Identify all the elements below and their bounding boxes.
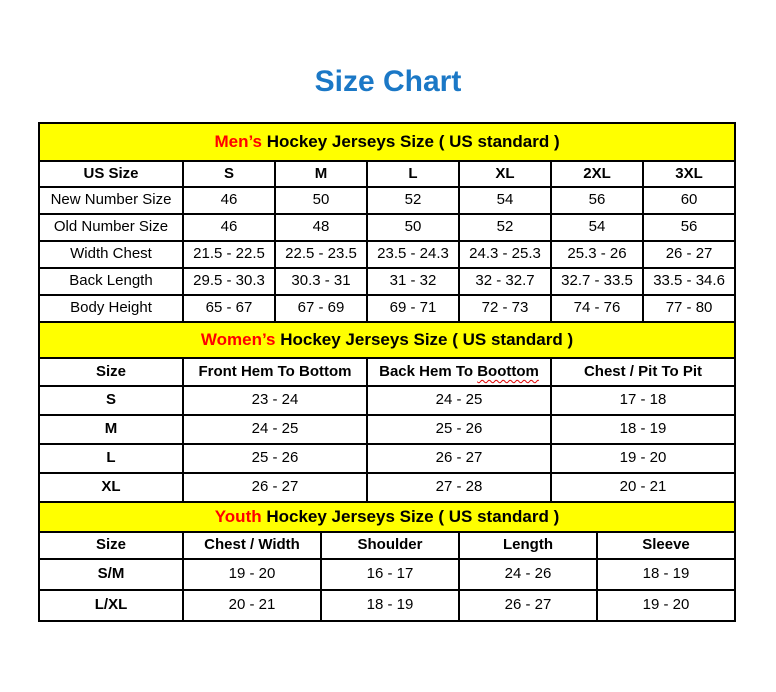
column-header-cell: Size	[39, 532, 183, 559]
value-cell: 24 - 25	[183, 415, 367, 444]
value-cell: 69 - 71	[367, 295, 459, 322]
value-cell: 50	[367, 214, 459, 241]
mens-band-highlight: Men’s	[214, 131, 262, 151]
value-cell: 33.5 - 34.6	[643, 268, 735, 295]
row-label-cell: M	[39, 415, 183, 444]
value-cell: 17 - 18	[551, 386, 735, 415]
row-label-cell: XL	[39, 473, 183, 502]
table-row	[39, 187, 735, 214]
column-header-cell: Front Hem To Bottom	[183, 358, 367, 386]
column-header-cell: Chest / Pit To Pit	[551, 358, 735, 386]
column-header-cell: Size	[39, 358, 183, 386]
table-row	[39, 386, 735, 415]
table-row	[39, 444, 735, 473]
table-row	[39, 214, 735, 241]
table-row	[39, 268, 735, 295]
row-label-cell: L	[39, 444, 183, 473]
row-label-cell: New Number Size	[39, 187, 183, 214]
womens-header-row	[39, 358, 735, 386]
womens-band-title	[39, 322, 735, 358]
column-header-cell: US Size	[39, 161, 183, 187]
value-cell: 23.5 - 24.3	[367, 241, 459, 268]
value-cell: 18 - 19	[321, 590, 459, 621]
value-cell: 48	[275, 214, 367, 241]
value-cell: 30.3 - 31	[275, 268, 367, 295]
value-cell: 31 - 32	[367, 268, 459, 295]
value-cell: 20 - 21	[183, 590, 321, 621]
youth-size-table	[38, 501, 736, 622]
youth-header-row	[39, 532, 735, 559]
mens-header-row	[39, 161, 735, 187]
value-cell: 23 - 24	[183, 386, 367, 415]
value-cell: 24.3 - 25.3	[459, 241, 551, 268]
value-cell: 26 - 27	[183, 473, 367, 502]
womens-band-highlight: Women’s	[200, 329, 276, 349]
value-cell: 56	[643, 214, 735, 241]
mens-band-title	[39, 123, 735, 161]
youth-section-band	[39, 502, 735, 532]
table-row	[39, 473, 735, 502]
value-cell: 25.3 - 26	[551, 241, 643, 268]
value-cell: 19 - 20	[551, 444, 735, 473]
value-cell: 46	[183, 187, 275, 214]
value-cell: 32 - 32.7	[459, 268, 551, 295]
value-cell: 52	[367, 187, 459, 214]
value-cell: 26 - 27	[459, 590, 597, 621]
header-text: Back Hem To	[379, 362, 478, 380]
value-cell: 60	[643, 187, 735, 214]
table-row	[39, 590, 735, 621]
column-header-cell: Length	[459, 532, 597, 559]
row-label-cell: L/XL	[39, 590, 183, 621]
row-label-cell: S	[39, 386, 183, 415]
value-cell: 52	[459, 214, 551, 241]
youth-band-title	[39, 502, 735, 532]
mens-band-rest: Hockey Jerseys Size ( US standard )	[262, 131, 560, 151]
size-chart-tables	[38, 122, 734, 622]
value-cell: 19 - 20	[597, 590, 735, 621]
value-cell: 54	[459, 187, 551, 214]
column-header-cell: M	[275, 161, 367, 187]
column-header-cell: XL	[459, 161, 551, 187]
column-header-cell-misspelled	[367, 358, 551, 386]
table-row	[39, 295, 735, 322]
value-cell: 27 - 28	[367, 473, 551, 502]
column-header-cell: 3XL	[643, 161, 735, 187]
value-cell: 67 - 69	[275, 295, 367, 322]
value-cell: 24 - 25	[367, 386, 551, 415]
value-cell: 46	[183, 214, 275, 241]
value-cell: 16 - 17	[321, 559, 459, 590]
value-cell: 29.5 - 30.3	[183, 268, 275, 295]
value-cell: 26 - 27	[643, 241, 735, 268]
value-cell: 54	[551, 214, 643, 241]
value-cell: 56	[551, 187, 643, 214]
value-cell: 18 - 19	[597, 559, 735, 590]
mens-size-table	[38, 122, 736, 323]
column-header-cell: Shoulder	[321, 532, 459, 559]
misspelled-word-squiggle: Boottom	[477, 362, 539, 380]
page-title: Size Chart	[314, 65, 462, 98]
column-header-cell: L	[367, 161, 459, 187]
table-row	[39, 559, 735, 590]
column-header-cell: Chest / Width	[183, 532, 321, 559]
table-row	[39, 241, 735, 268]
value-cell: 25 - 26	[183, 444, 367, 473]
value-cell: 65 - 67	[183, 295, 275, 322]
column-header-cell: Sleeve	[597, 532, 735, 559]
value-cell: 77 - 80	[643, 295, 735, 322]
row-label-cell: Body Height	[39, 295, 183, 322]
value-cell: 26 - 27	[367, 444, 551, 473]
value-cell: 24 - 26	[459, 559, 597, 590]
value-cell: 72 - 73	[459, 295, 551, 322]
mens-section-band	[39, 123, 735, 161]
row-label-cell: S/M	[39, 559, 183, 590]
youth-band-highlight: Youth	[214, 506, 262, 526]
row-label-cell: Width Chest	[39, 241, 183, 268]
womens-section-band	[39, 322, 735, 358]
row-label-cell: Back Length	[39, 268, 183, 295]
column-header-cell: S	[183, 161, 275, 187]
value-cell: 50	[275, 187, 367, 214]
youth-band-rest: Hockey Jerseys Size ( US standard )	[261, 506, 560, 526]
value-cell: 18 - 19	[551, 415, 735, 444]
value-cell: 22.5 - 23.5	[275, 241, 367, 268]
womens-band-rest: Hockey Jerseys Size ( US standard )	[275, 329, 574, 349]
womens-size-table	[38, 321, 736, 503]
table-row	[39, 415, 735, 444]
value-cell: 25 - 26	[367, 415, 551, 444]
value-cell: 74 - 76	[551, 295, 643, 322]
value-cell: 21.5 - 22.5	[183, 241, 275, 268]
row-label-cell: Old Number Size	[39, 214, 183, 241]
column-header-cell: 2XL	[551, 161, 643, 187]
value-cell: 32.7 - 33.5	[551, 268, 643, 295]
value-cell: 20 - 21	[551, 473, 735, 502]
value-cell: 19 - 20	[183, 559, 321, 590]
